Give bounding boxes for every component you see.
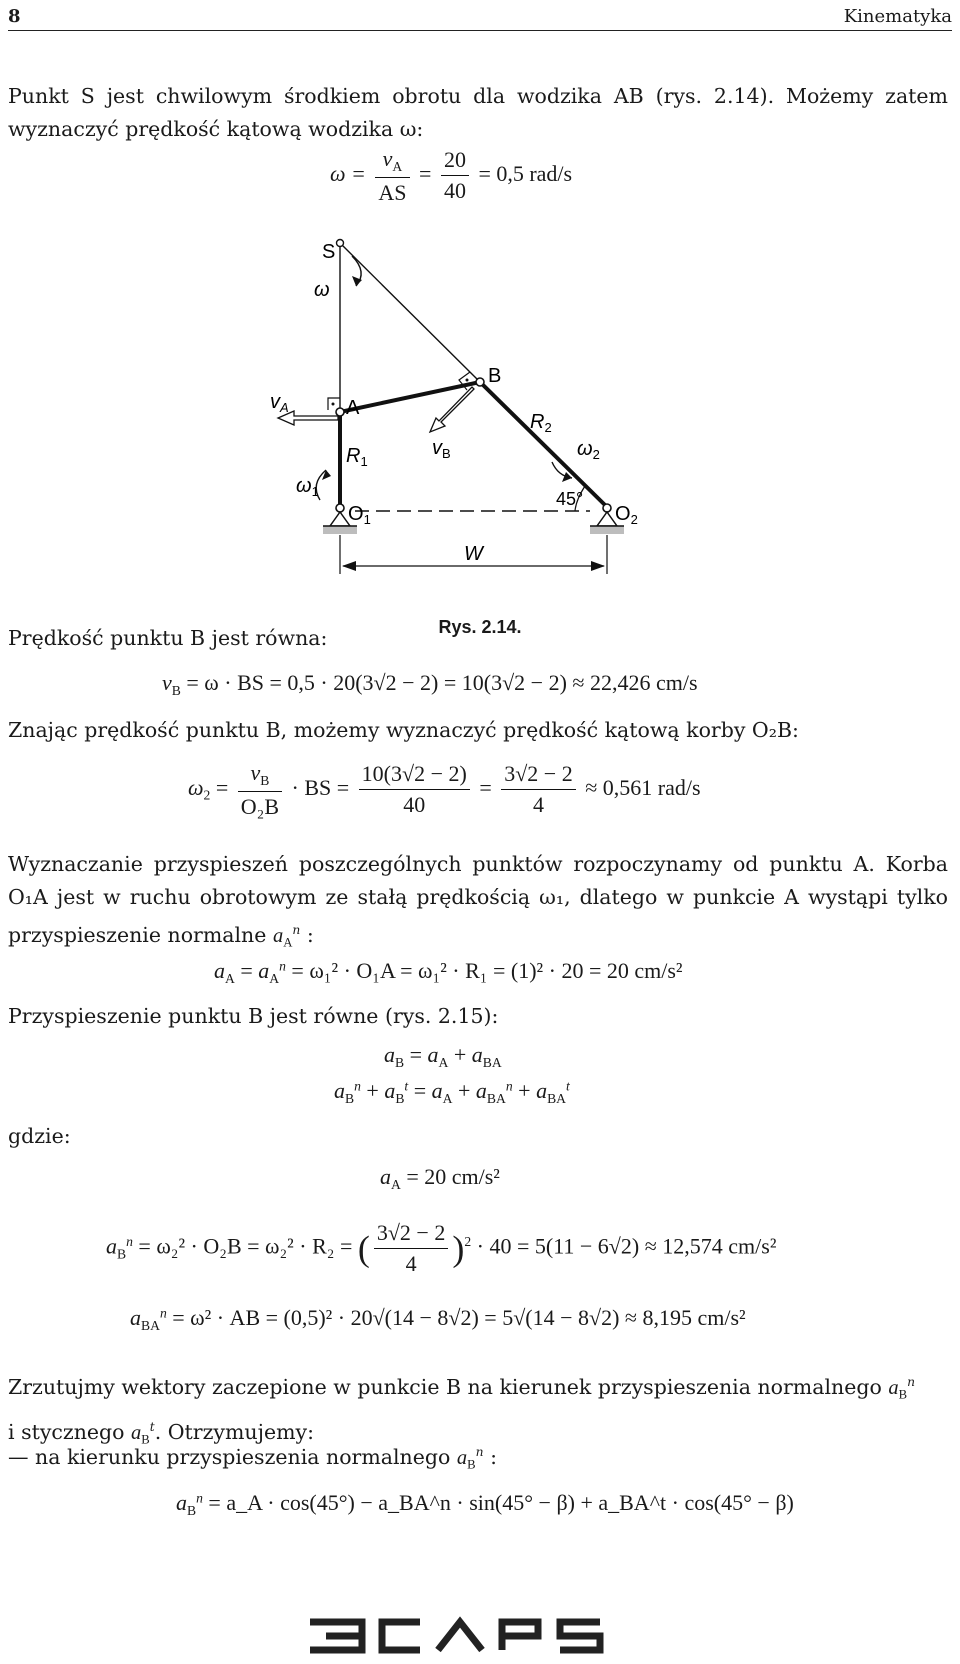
label-vB: $v_B$ — [432, 437, 451, 461]
text-projection: Zrzutujmy wektory zaczepione w punkcie B na kierunek przyspieszenia normalnego $a_B^n$ i stycznego $a_B^t$. Otrzymujemy: — [8, 1374, 916, 1447]
label-R2: $R_2$ — [530, 411, 552, 435]
equation-anB: $a_B^n = \omega_2^2 \cdot O_2B = \omega_2^2 \cdot R_2$ = ( $\frac{3√2 - 2}{4}$ )$^2$ · 40 = 5(11 − 6√2) ≈ 12,574 cm/s² — [106, 1220, 777, 1276]
equation-aB-components: $a_B^n + a_B^t = a_A + a_{BA}^n + a_{BA}^t$ — [334, 1078, 570, 1106]
svg-text:3CAPS: 3CAPS — [620, 1648, 624, 1649]
label-omega2: $\omega_2$ — [577, 438, 600, 462]
label-B: B — [488, 365, 502, 387]
label-omega1: $\omega_1$ — [296, 475, 319, 499]
label-angle: 45° — [556, 489, 584, 509]
label-W: W — [464, 543, 483, 565]
text-omega2: Znając prędkość punktu B, możemy wyznaczyć prędkość kątową korby O₂B: — [8, 718, 799, 742]
text-direction: — na kierunku przyspieszenia normalnego $a_B^n$ : — [8, 1444, 497, 1472]
label-S: S — [322, 241, 336, 263]
publisher-logo — [270, 1608, 690, 1662]
equation-aA-value: $a_A = 20$ cm/s² — [380, 1164, 500, 1192]
mechanism-figure — [0, 220, 960, 615]
equation-omega: ω = $\frac{v_A}{AS}$ = $\frac{20}{40}$ = 0,5 rad/s — [330, 146, 573, 205]
label-O2: $O_2$ — [615, 503, 638, 527]
intro-paragraph: Punkt S jest chwilowym środkiem obrotu dla wodzika AB (rys. 2.14). Możemy zatem wyznaczyć prędkość kątową wodzika ω: — [8, 84, 948, 141]
text-accel: Wyznaczanie przyspieszeń poszczególnych punktów rozpoczynamy od punktu A. Korba O₁A jest w ruchu obrotowym ze stałą prędkością ω₁, dlatego w punkcie A wystąpi tylko przyspieszenie normalne $a_A^n$ : — [8, 852, 948, 950]
page-number: 8 — [8, 6, 21, 27]
label-R1: $R_1$ — [346, 445, 368, 469]
equation-final: $a_B^n$ = a_A · cos(45°) − a_BA^n · sin(45° − β) + a_BA^t · cos(45° − β) — [176, 1490, 794, 1518]
equation-aB-sum: $a_B = a_A + a_{BA}$ — [384, 1042, 502, 1070]
label-omega: ω — [314, 279, 330, 301]
label-A: A — [346, 397, 360, 419]
label-vA: $v_A$ — [270, 391, 289, 415]
equation-aA: $a_A = a_A^n = \omega_1^2 \cdot O_1A = \omega_1^2 \cdot R_1 = (1)^2 \cdot 20 = 20$ cm/s² — [214, 958, 683, 986]
chapter-title: Kinematyka — [843, 6, 952, 27]
text-vb: Prędkość punktu B jest równa: — [8, 626, 328, 650]
equation-vb: $v_B = \omega$ · BS = 0,5 · 20(3√2 − 2) = 10(3√2 − 2) ≈ 22,426 cm/s — [162, 670, 698, 698]
figure-caption: Rys. 2.14. — [438, 617, 522, 637]
text-aB: Przyspieszenie punktu B jest równe (rys. 2.15): — [8, 1004, 499, 1028]
equation-omega2: $\omega_2$ = $\frac{v_B}{\text{O₂B}}$ · BS = $\frac{10(3√2 - 2)}{40}$ = $\frac{3√2 - 2}{4}$ ≈ 0,561 rad/s — [188, 760, 701, 819]
equation-anBA: $a_{BA}^n = \omega^2$ · AB = (0,5)² · 20√(14 − 8√2) = 5√(14 − 8√2) ≈ 8,195 cm/s² — [130, 1305, 746, 1333]
label-O1: $O_1$ — [348, 503, 371, 527]
eq-omega-lhs: ω = — [330, 160, 366, 186]
text-gdzie: gdzie: — [8, 1124, 71, 1148]
page-header — [8, 6, 952, 31]
